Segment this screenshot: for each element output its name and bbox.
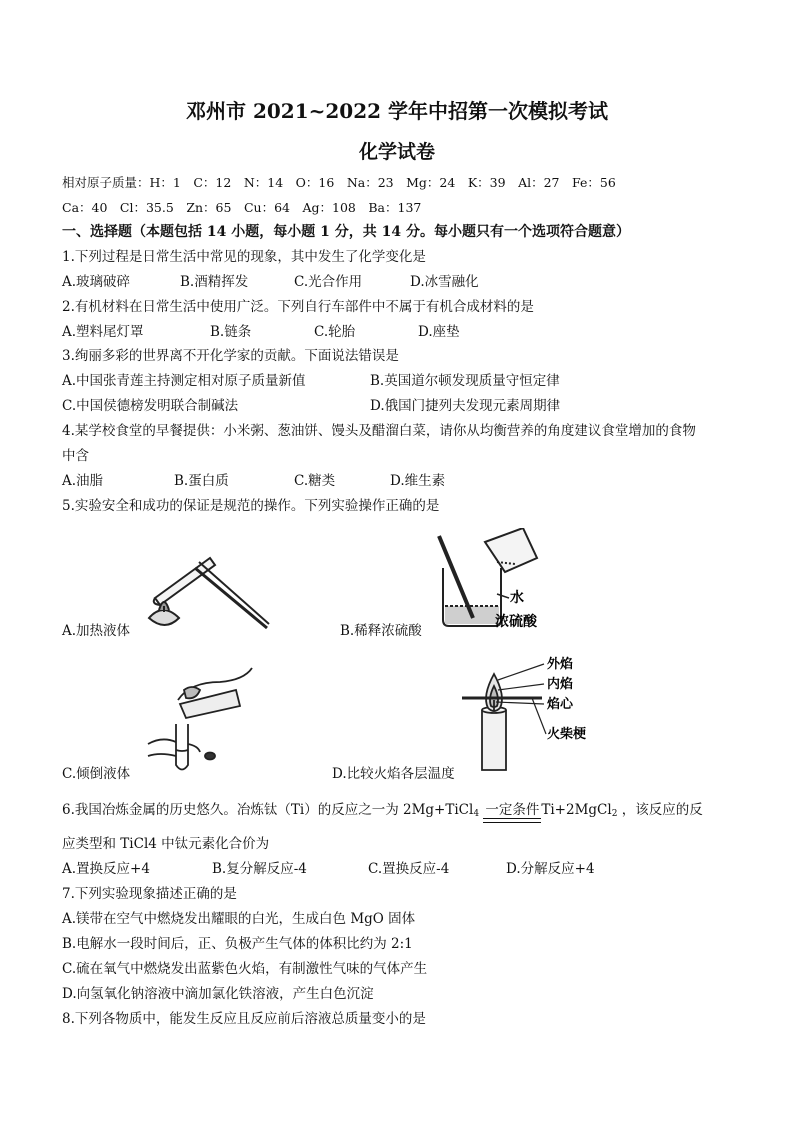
q6-stem-line-2: 应类型和 TiCl4 中钛元素化合价为: [62, 836, 270, 852]
q2-stem: 2.有机材料在日常生活中使用广泛。下列自行车部件中不属于有机合成材料的是: [62, 299, 534, 315]
q2-option-c: C.轮胎: [314, 324, 356, 340]
dilute-acid-illustration: [425, 528, 585, 638]
q8-stem: 8.下列各物质中，能发生反应且反应前后溶液总质量变小的是: [62, 1011, 426, 1027]
q4-option-a: A.油脂: [62, 473, 104, 489]
atomic-mass-line-2: Ca：40 Cl：35.5 Zn：65 Cu：64 Ag：108 Ba：137: [62, 200, 422, 215]
q6-stem-part-b: Ti+2MgCl: [541, 802, 612, 818]
q6-option-c: C.置换反应-4: [368, 861, 450, 877]
q7-stem: 7.下列实验现象描述正确的是: [62, 886, 237, 902]
q6-subscript-2: 2: [611, 809, 618, 819]
q1-option-b: B.酒精挥发: [180, 274, 249, 290]
q5-option-d: D.比较火焰各层温度: [332, 766, 455, 782]
heating-liquid-illustration: [135, 540, 275, 635]
q7-option-a: A.镁带在空气中燃烧发出耀眼的白光，生成白色 MgO 固体: [62, 911, 416, 927]
q4-stem-line-2: 中含: [62, 448, 89, 464]
q2-option-b: B.链条: [210, 324, 252, 340]
q4-option-c: C.糖类: [294, 473, 336, 489]
q6-stem-line-1: [62, 800, 703, 824]
q6-stem-part-a: 6.我国冶炼金属的历史悠久。冶炼钛（Ti）的反应之一为 2Mg+TiCl: [62, 802, 474, 818]
exam-title: 邓州市 2021~2022 学年中招第一次模拟考试: [185, 99, 608, 123]
q7-option-d: D.向氢氧化钠溶液中滴加氯化铁溶液，产生白色沉淀: [62, 986, 374, 1002]
section-heading: 一、选择题（本题包括 14 小题，每小题 1 分，共 14 分。每小题只有一个选项符合题意）: [62, 224, 630, 240]
q5-stem: 5.实验安全和成功的保证是规范的操作。下列实验操作正确的是: [62, 498, 440, 514]
q6-stem-part-c: ，该反应的反: [621, 802, 703, 818]
q6-option-a: A.置换反应+4: [62, 861, 150, 877]
q5-option-a: A.加热液体: [62, 623, 131, 639]
fig-d-label-inner: 内焰: [547, 677, 574, 692]
q1-stem: 1.下列过程是日常生活中常见的现象，其中发生了化学变化是: [62, 249, 426, 265]
fig-d-label-outer: 外焰: [547, 657, 574, 672]
q3-option-d: D.俄国门捷列夫发现元素周期律: [370, 398, 561, 414]
fig-d-label-core: 焰心: [547, 697, 574, 712]
q3-option-b: B.英国道尔顿发现质量守恒定律: [370, 373, 560, 389]
q3-option-c: C.中国侯德榜发明联合制碱法: [62, 398, 239, 414]
q2-option-a: A.塑料尾灯罩: [62, 324, 144, 340]
q4-stem-line-1: 4.某学校食堂的早餐提供：小米粥、葱油饼、馒头及醋溜白菜，请你从均衡营养的角度建议食堂增加的食物: [62, 423, 696, 439]
q6-subscript-4: 4: [473, 809, 480, 819]
q1-option-c: C.光合作用: [294, 274, 363, 290]
q5-option-c: C.倾倒液体: [62, 766, 131, 782]
q5-option-b: B.稀释浓硫酸: [340, 623, 422, 639]
fig-b-label-acid: 浓硫酸: [495, 614, 537, 630]
q4-option-b: B.蛋白质: [174, 473, 229, 489]
q7-option-c: C.硫在氧气中燃烧发出蓝紫色火焰，有制激性气味的气体产生: [62, 961, 428, 977]
q7-option-b: B.电解水一段时间后，正、负极产生气体的体积比约为 2:1: [62, 936, 413, 952]
q3-option-a: A.中国张青莲主持测定相对原子质量新值: [62, 373, 306, 389]
q1-option-a: A.玻璃破碎: [62, 274, 131, 290]
q1-option-d: D.冰雪融化: [410, 274, 479, 290]
fig-d-label-match: 火柴梗: [547, 727, 587, 742]
exam-subtitle: 化学试卷: [358, 141, 435, 163]
q6-option-d: D.分解反应+4: [506, 861, 595, 877]
pour-liquid-illustration: [140, 660, 270, 775]
flame-layers-illustration: [452, 652, 612, 777]
atomic-mass-line-1: 相对原子质量：H：1 C：12 N：14 O：16 Na：23 Mg：24 K：39 Al：27 Fe：56: [62, 175, 616, 190]
fig-b-label-water: 水: [510, 590, 524, 606]
q4-option-d: D.维生素: [390, 473, 446, 489]
q6-reaction-condition: 一定条件: [485, 802, 540, 818]
q2-option-d: D.座垫: [418, 324, 460, 340]
q6-option-b: B.复分解反应-4: [212, 861, 307, 877]
q3-stem: 3.绚丽多彩的世界离不开化学家的贡献。下面说法错误是: [62, 348, 399, 364]
